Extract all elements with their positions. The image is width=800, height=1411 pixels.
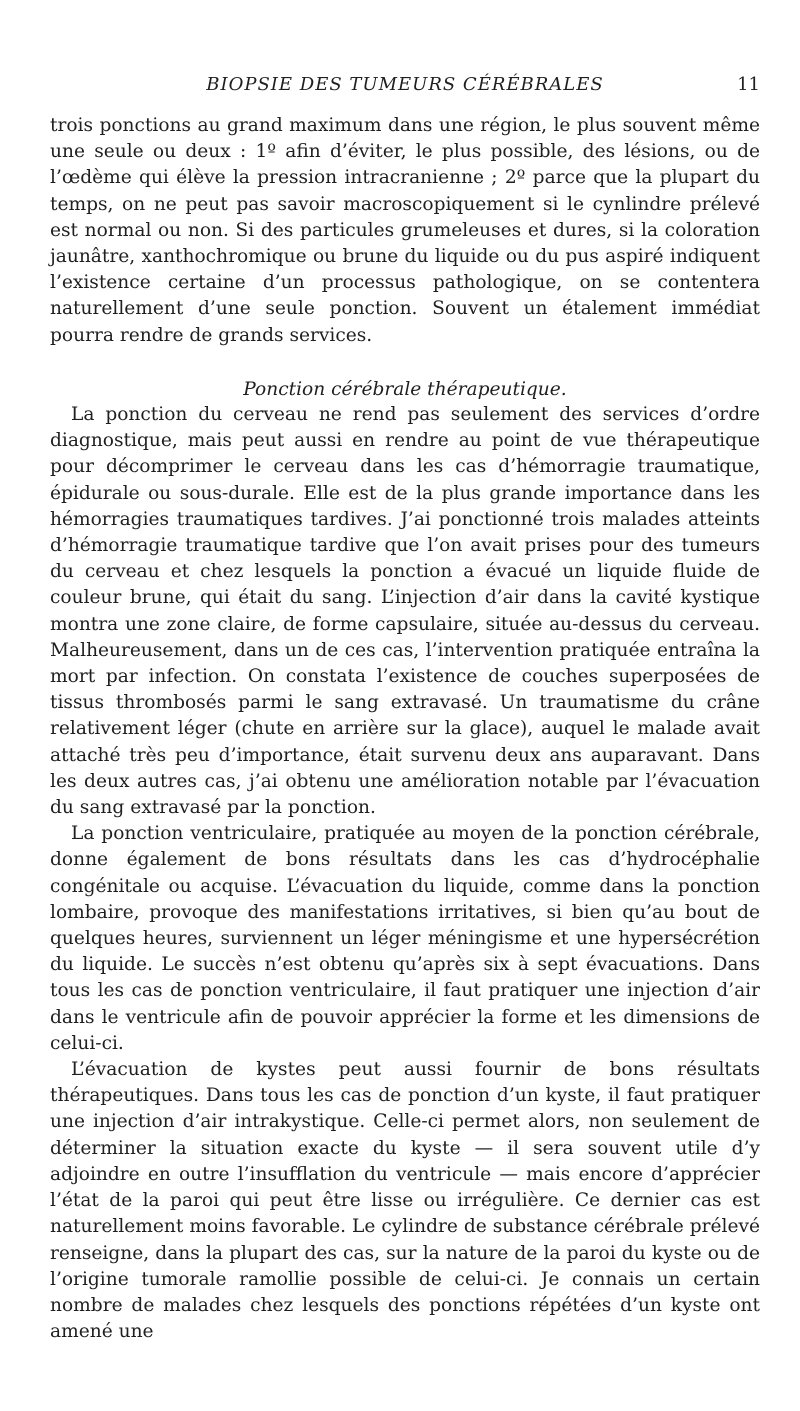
page-number: 11 <box>737 74 760 95</box>
paragraph-continued: trois ponctions au grand maximum dans une région, le plus souvent même une seule ou deux : 1º afin d’éviter, le plus possible, des lésions, ou de l’œdème qui élève la pression intracranienne ; 2º parce que la plupart du temps, on ne peut pas savoir macroscopiquement si le cynlindre prélevé est normal ou non. Si des particules grumeleuses et dures, si la coloration jaunâtre, xanthochromique ou brune du liquide ou du pus aspiré indiquent l’existence certaine d’un processus pathologique, on se contentera naturellement d’une seule ponction. Souvent un étalement immédiat pourra rendre de grands services. <box>50 115 760 346</box>
paragraph-ventricular-puncture: La ponction ventriculaire, pratiquée au moyen de la ponction cérébrale, donne également de bons résultats dans les cas d’hydrocéphalie congénitale ou acquise. L’évacuation du liquide, comme dans la ponction lombaire, provoque des manifestations irritatives, si bien qu’au bout de quelques heures, surviennent un léger méningisme et une hypersécrétion du liquide. Le succès n’est obtenu qu’après six à sept évacuations. Dans tous les cas de ponction ventriculaire, il faut pratiquer une injection d’air dans le ventricule afin de pouvoir apprécier la forme et les dimensions de celui-ci. <box>50 823 760 1054</box>
running-head <box>50 72 760 98</box>
running-title: BIOPSIE DES TUMEURS CÉRÉBRALES <box>206 74 604 95</box>
section-heading: Ponction cérébrale thérapeutique. <box>243 379 567 400</box>
paragraph-hemorrhage: La ponction du cerveau ne rend pas seulement des services d’ordre diagnostique, mais peut aussi en rendre au point de vue thérapeutique pour décomprimer le cerveau dans les cas d’hémorragie traumatique, épidurale ou sous-durale. Elle est de la plus grande importance dans les hémorragies traumatiques tardives. J’ai ponctionné trois malades atteints d’hémorragie traumatique tardive que l’on avait prises pour des tumeurs du cerveau et chez lesquels la ponction a évacué un liquide fluide de couleur brune, qui était du sang. L’injection d’air dans la cavité kystique montra une zone claire, de forme capsulaire, située au-dessus du cerveau. Malheureusement, dans un de ces cas, l’intervention pratiquée entraîna la mort par infection. On constata l’existence de couches superposées de tissus thrombosés parmi le sang extravasé. Un traumatisme du crâne relativement léger (chute en arrière sur la glace), auquel le malade avait attaché très peu d’importance, était survenu deux ans auparavant. Dans les deux autres cas, j’ai obtenu une amélioration notable par l’évacuation du sang extravasé par la ponction. <box>50 404 760 819</box>
paragraph-cyst-evacuation: L’évacuation de kystes peut aussi fournir de bons résultats thérapeutiques. Dans tous les cas de ponction d’un kyste, il faut pratiquer une injection d’air intrakystique. Celle-ci permet alors, non seulement de déterminer la situation exacte du kyste — il sera souvent utile d’y adjoindre en outre l’insufflation du ventricule — mais encore d’apprécier l’état de la paroi qui peut être lisse ou irrégulière. Ce dernier cas est naturellement moins favorable. Le cylindre de substance cérébrale prélevé renseigne, dans la plupart des cas, sur la nature de la paroi du kyste ou de l’origine tumorale ramollie possible de celui-ci. Je connais un certain nombre de malades chez lesquels des ponctions répétées d’un kyste ont amené une <box>50 1059 760 1343</box>
body-text-section <box>50 402 760 1345</box>
body-text-top <box>50 113 760 349</box>
